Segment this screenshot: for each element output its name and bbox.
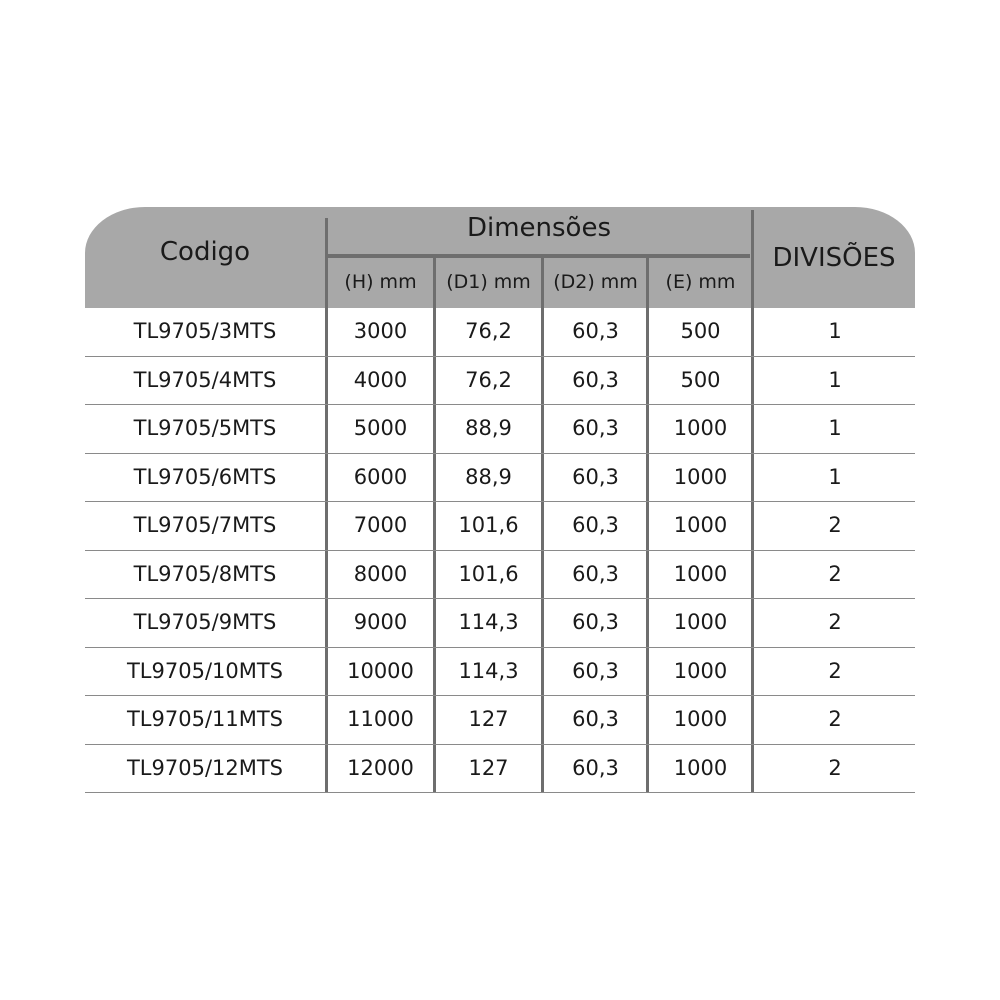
cell-d1: 101,6 — [458, 513, 519, 537]
header-dimensoes: Dimensões — [466, 213, 612, 243]
cell-divisoes: 2 — [828, 610, 842, 634]
cell-codigo: TL9705/9MTS — [133, 610, 277, 634]
cell-e: 500 — [680, 367, 721, 392]
dimensoes-underline — [328, 254, 750, 258]
table-row — [85, 502, 915, 551]
cell-divisoes: 1 — [828, 367, 842, 392]
cell-divisoes: 2 — [828, 658, 842, 683]
cell-divisoes: 2 — [828, 561, 842, 586]
cell-d2: 60,3 — [572, 319, 619, 343]
cell-codigo: TL9705/3MTS — [133, 319, 277, 343]
cell-divisoes: 2 — [828, 755, 842, 780]
cell-codigo: TL9705/7MTS — [133, 513, 277, 537]
cell-codigo: TL9705/8MTS — [133, 561, 277, 586]
cell-e: 1000 — [673, 755, 728, 780]
cell-h: 11000 — [347, 707, 414, 731]
header-d1-mm: (D1) mm — [446, 271, 531, 293]
cell-h: 7000 — [353, 513, 408, 537]
table-row — [85, 308, 915, 357]
table-row — [85, 648, 915, 697]
table-row — [85, 405, 915, 454]
cell-e: 1000 — [673, 658, 728, 683]
cell-codigo: TL9705/5MTS — [133, 416, 277, 440]
cell-d2: 60,3 — [572, 755, 619, 780]
header-e-mm: (E) mm — [665, 271, 736, 293]
cell-h: 12000 — [347, 755, 414, 780]
cell-e: 1000 — [673, 610, 728, 634]
cell-h: 5000 — [353, 416, 408, 440]
header-h-mm: (H) mm — [344, 271, 417, 293]
cell-h: 8000 — [353, 561, 408, 586]
cell-h: 10000 — [347, 658, 414, 683]
cell-d1: 127 — [468, 707, 509, 731]
table-row — [85, 551, 915, 600]
cell-d2: 60,3 — [572, 416, 619, 440]
cell-d1: 88,9 — [465, 464, 512, 489]
cell-d2: 60,3 — [572, 367, 619, 392]
cell-d1: 127 — [468, 755, 509, 780]
cell-d2: 60,3 — [572, 610, 619, 634]
table-row — [85, 357, 915, 406]
table-row — [85, 599, 915, 648]
cell-d1: 76,2 — [465, 319, 512, 343]
header-codigo: Codigo — [159, 237, 251, 267]
cell-codigo: TL9705/12MTS — [126, 755, 284, 780]
cell-h: 4000 — [353, 367, 408, 392]
cell-e: 1000 — [673, 464, 728, 489]
cell-e: 1000 — [673, 513, 728, 537]
cell-d2: 60,3 — [572, 464, 619, 489]
cell-divisoes: 2 — [828, 513, 842, 537]
cell-d1: 76,2 — [465, 367, 512, 392]
cell-e: 1000 — [673, 561, 728, 586]
cell-h: 6000 — [353, 464, 408, 489]
cell-d2: 60,3 — [572, 513, 619, 537]
cell-d2: 60,3 — [572, 658, 619, 683]
cell-h: 9000 — [353, 610, 408, 634]
table-body — [85, 308, 915, 793]
cell-divisoes: 1 — [828, 464, 842, 489]
cell-e: 1000 — [673, 416, 728, 440]
cell-d2: 60,3 — [572, 561, 619, 586]
header-divisoes: DIVISÕES — [772, 243, 896, 273]
cell-divisoes: 1 — [828, 416, 842, 440]
cell-divisoes: 2 — [828, 707, 842, 731]
cell-codigo: TL9705/4MTS — [133, 367, 277, 392]
cell-e: 500 — [680, 319, 721, 343]
cell-codigo: TL9705/11MTS — [126, 707, 284, 731]
cell-d1: 101,6 — [458, 561, 519, 586]
cell-e: 1000 — [673, 707, 728, 731]
table-row — [85, 454, 915, 503]
cell-codigo: TL9705/6MTS — [133, 464, 277, 489]
table-row — [85, 696, 915, 745]
cell-h: 3000 — [353, 319, 408, 343]
cell-codigo: TL9705/10MTS — [126, 658, 284, 683]
cell-d1: 88,9 — [465, 416, 512, 440]
header-d2-mm: (D2) mm — [553, 271, 638, 293]
cell-divisoes: 1 — [828, 319, 842, 343]
cell-d2: 60,3 — [572, 707, 619, 731]
table-row — [85, 745, 915, 794]
cell-d1: 114,3 — [458, 658, 519, 683]
cell-d1: 114,3 — [458, 610, 519, 634]
